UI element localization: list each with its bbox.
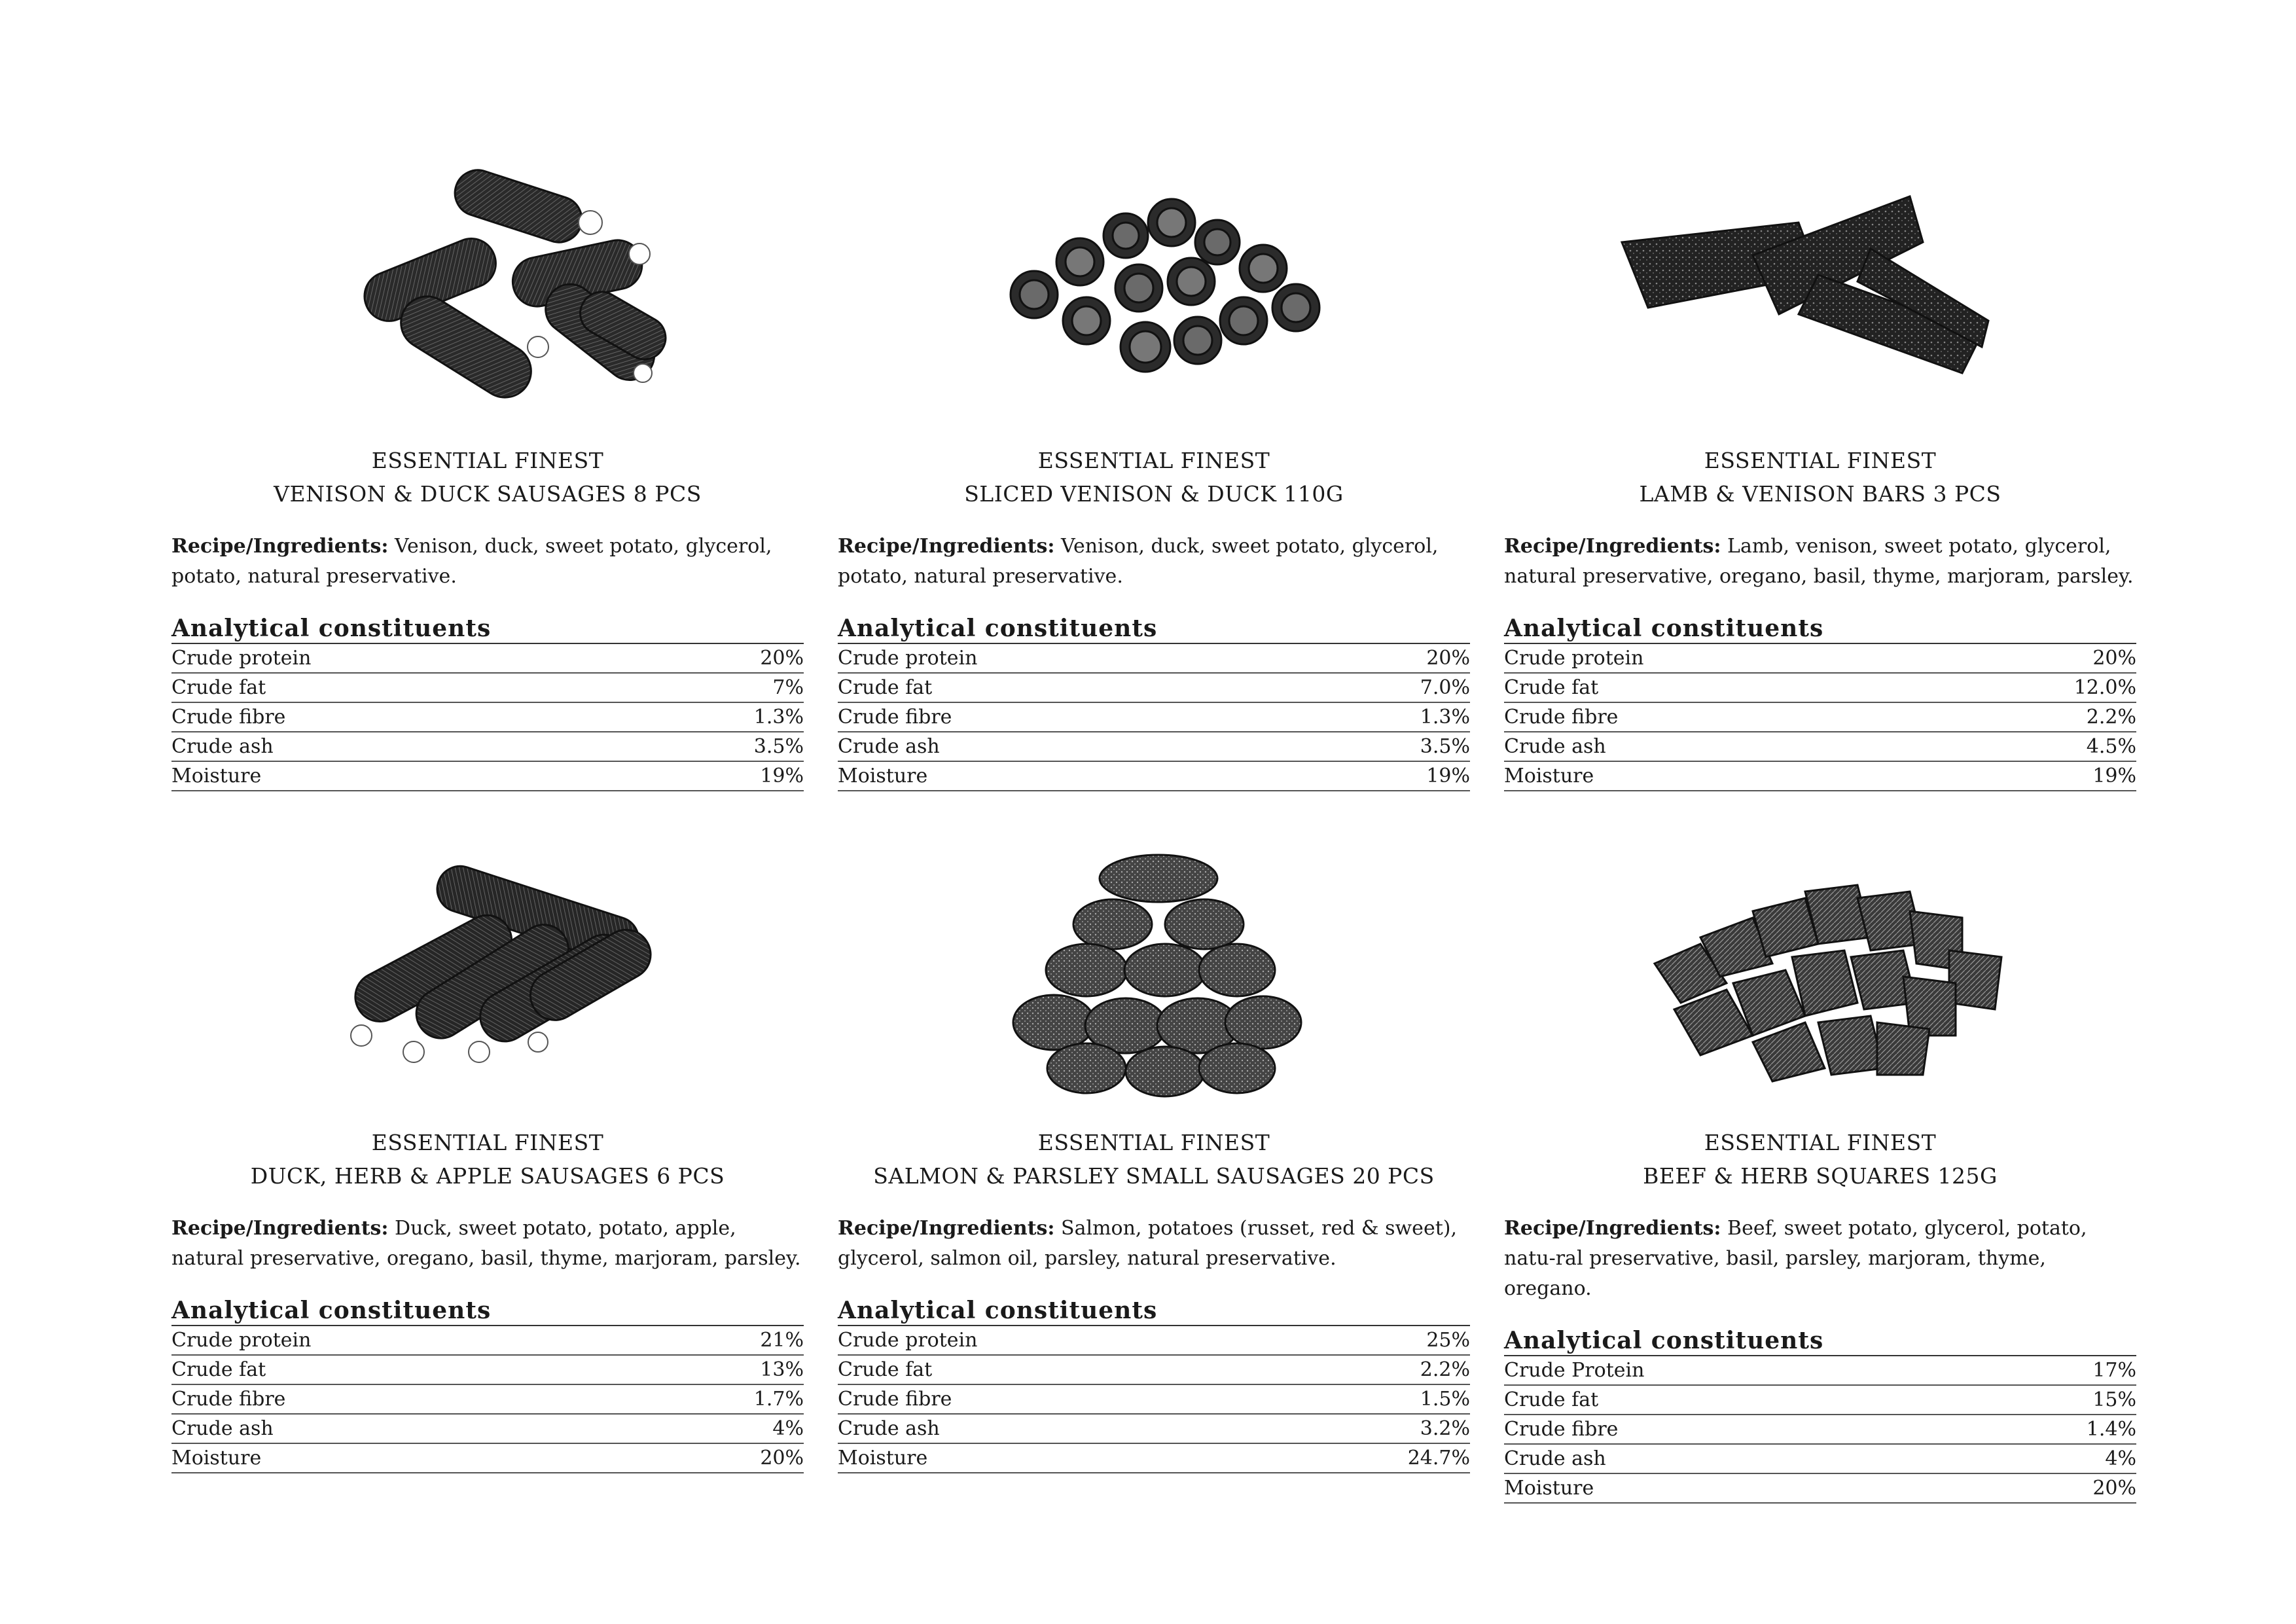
product-card [1504, 839, 2136, 1504]
analytical-heading: Analytical constituents [171, 1296, 804, 1326]
row-value: 20% [1426, 647, 1470, 670]
recipe [1504, 1214, 2136, 1304]
row-label: Moisture [171, 1447, 262, 1470]
row-label: Crude fat [171, 676, 266, 699]
row-value: 20% [760, 1447, 804, 1470]
row-value: 3.5% [753, 735, 804, 758]
product-name: DUCK, HERB & APPLE SAUSAGES 6 PCS [250, 1163, 725, 1189]
row-label: Moisture [1504, 1477, 1594, 1500]
sliced-rounds-illustration [838, 157, 1470, 432]
small-sausages-pyramid-illustration [838, 839, 1470, 1114]
table-row [1504, 703, 2136, 732]
row-label: Crude protein [1504, 647, 1644, 670]
brand-name: ESSENTIAL FINEST [371, 448, 604, 473]
row-value: 2.2% [2086, 706, 2136, 729]
row-value: 20% [2092, 1477, 2136, 1500]
row-label: Moisture [171, 765, 262, 787]
row-label: Moisture [838, 765, 928, 787]
analytical-heading: Analytical constituents [838, 1296, 1470, 1326]
row-value: 7.0% [1420, 676, 1470, 699]
row-value: 20% [2092, 647, 2136, 670]
brand-name: ESSENTIAL FINEST [1037, 1130, 1270, 1155]
recipe [838, 1214, 1470, 1274]
table-row [838, 703, 1470, 732]
row-label: Crude ash [838, 1417, 940, 1440]
recipe [171, 1214, 804, 1274]
recipe-text: Venison, duck, sweet potato, glycerol, potato, natural preservative. [171, 535, 772, 588]
table-row [838, 1444, 1470, 1473]
row-value: 17% [2092, 1359, 2136, 1382]
row-label: Crude fibre [838, 706, 952, 729]
recipe-label: Recipe/Ingredients: [1504, 1217, 1721, 1240]
row-label: Moisture [838, 1447, 928, 1470]
product-card [838, 157, 1470, 791]
row-label: Crude ash [1504, 1447, 1606, 1470]
row-value: 2.2% [1420, 1358, 1470, 1381]
row-value: 25% [1426, 1329, 1470, 1352]
row-value: 19% [2092, 765, 2136, 787]
table-row [171, 674, 804, 703]
table-row [838, 1415, 1470, 1444]
row-label: Crude fibre [1504, 1418, 1619, 1441]
recipe-text: Lamb, venison, sweet potato, glycerol, natural preservative, oregano, basil, thyme, marjoram, parsley. [1504, 535, 2134, 588]
row-label: Moisture [1504, 765, 1594, 787]
table-row [171, 1415, 804, 1444]
analytical-heading: Analytical constituents [1504, 614, 2136, 644]
row-label: Crude fat [1504, 1388, 1599, 1411]
recipe-text: Venison, duck, sweet potato, glycerol, potato, natural preservative. [838, 535, 1439, 588]
product-name: SLICED VENISON & DUCK 110G [964, 481, 1344, 507]
sausages-stack-illustration [171, 839, 804, 1114]
table-row [838, 674, 1470, 703]
row-label: Crude fibre [1504, 706, 1619, 729]
product-title [838, 444, 1470, 511]
row-value: 12.0% [2073, 676, 2136, 699]
table-row [1504, 1415, 2136, 1445]
product-title [171, 444, 804, 511]
brand-name: ESSENTIAL FINEST [1704, 1130, 1937, 1155]
table-row [1504, 1474, 2136, 1504]
table-row [1504, 674, 2136, 703]
table-row [1504, 1386, 2136, 1415]
row-label: Crude fibre [171, 1388, 286, 1411]
row-value: 21% [760, 1329, 804, 1352]
table-row [838, 644, 1470, 674]
table-row [171, 1326, 804, 1356]
row-label: Crude protein [171, 1329, 312, 1352]
product-title [1504, 444, 2136, 511]
recipe-label: Recipe/Ingredients: [838, 535, 1055, 558]
analytical-heading: Analytical constituents [838, 614, 1470, 644]
analytical-heading: Analytical constituents [171, 614, 804, 644]
row-value: 24.7% [1407, 1447, 1470, 1470]
row-label: Crude fibre [838, 1388, 952, 1411]
product-name: LAMB & VENISON BARS 3 PCS [1639, 481, 2001, 507]
row-value: 19% [1426, 765, 1470, 787]
row-value: 7% [772, 676, 804, 699]
table-row [1504, 762, 2136, 791]
row-label: Crude ash [171, 1417, 274, 1440]
bars-illustration [1504, 157, 2136, 432]
product-name: VENISON & DUCK SAUSAGES 8 PCS [274, 481, 702, 507]
sausages-pile-illustration [171, 157, 804, 432]
product-card [1504, 157, 2136, 791]
row-label: Crude fat [838, 1358, 933, 1381]
row-value: 4.5% [2086, 735, 2136, 758]
table-row [838, 762, 1470, 791]
product-card [171, 157, 804, 791]
row-value: 1.5% [1420, 1388, 1470, 1411]
row-value: 1.3% [753, 706, 804, 729]
product-card [171, 839, 804, 1473]
analytical-heading: Analytical constituents [1504, 1326, 2136, 1356]
row-label: Crude ash [171, 735, 274, 758]
table-row [838, 1385, 1470, 1415]
recipe [171, 532, 804, 592]
row-value: 20% [760, 647, 804, 670]
product-name: SALMON & PARSLEY SMALL SAUSAGES 20 PCS [873, 1163, 1435, 1189]
table-row [1504, 1445, 2136, 1474]
table-row [838, 1356, 1470, 1385]
recipe [1504, 532, 2136, 592]
row-value: 1.4% [2086, 1418, 2136, 1441]
squares-pile-illustration [1504, 839, 2136, 1114]
table-row [171, 732, 804, 762]
row-label: Crude protein [171, 647, 312, 670]
table-row [1504, 1356, 2136, 1386]
product-name: BEEF & HERB SQUARES 125G [1643, 1163, 1998, 1189]
recipe [838, 532, 1470, 592]
brand-name: ESSENTIAL FINEST [1704, 448, 1937, 473]
table-row [171, 1444, 804, 1473]
recipe-label: Recipe/Ingredients: [838, 1217, 1055, 1240]
row-label: Crude fat [838, 676, 933, 699]
row-value: 4% [2105, 1447, 2136, 1470]
product-card [838, 839, 1470, 1473]
product-title [171, 1126, 804, 1193]
table-row [171, 703, 804, 732]
row-value: 1.3% [1420, 706, 1470, 729]
brand-name: ESSENTIAL FINEST [1037, 448, 1270, 473]
row-value: 13% [760, 1358, 804, 1381]
row-value: 15% [2092, 1388, 2136, 1411]
table-row [1504, 644, 2136, 674]
table-row [171, 1356, 804, 1385]
recipe-text: Duck, sweet potato, potato, apple, natural preservative, oregano, basil, thyme, marjoram, parsley. [171, 1217, 801, 1270]
row-value: 1.7% [753, 1388, 804, 1411]
row-value: 4% [772, 1417, 804, 1440]
row-label: Crude ash [1504, 735, 1606, 758]
row-label: Crude ash [838, 735, 940, 758]
table-row [171, 1385, 804, 1415]
recipe-label: Recipe/Ingredients: [1504, 535, 1721, 558]
row-value: 3.2% [1420, 1417, 1470, 1440]
row-value: 3.5% [1420, 735, 1470, 758]
brand-name: ESSENTIAL FINEST [371, 1130, 604, 1155]
recipe-text: Beef, sweet potato, glycerol, potato, natu-ral preservative, basil, parsley, marjoram, thyme, oregano. [1504, 1217, 2087, 1300]
table-row [171, 762, 804, 791]
row-value: 19% [760, 765, 804, 787]
row-label: Crude Protein [1504, 1359, 1645, 1382]
recipe-label: Recipe/Ingredients: [171, 535, 389, 558]
table-row [838, 1326, 1470, 1356]
table-row [1504, 732, 2136, 762]
row-label: Crude fat [1504, 676, 1599, 699]
product-title [838, 1126, 1470, 1193]
row-label: Crude protein [838, 647, 978, 670]
row-label: Crude fat [171, 1358, 266, 1381]
table-row [171, 644, 804, 674]
product-title [1504, 1126, 2136, 1193]
recipe-text: Salmon, potatoes (russet, red & sweet), glycerol, salmon oil, parsley, natural preservative. [838, 1217, 1457, 1270]
table-row [838, 732, 1470, 762]
row-label: Crude fibre [171, 706, 286, 729]
row-label: Crude protein [838, 1329, 978, 1352]
recipe-label: Recipe/Ingredients: [171, 1217, 389, 1240]
